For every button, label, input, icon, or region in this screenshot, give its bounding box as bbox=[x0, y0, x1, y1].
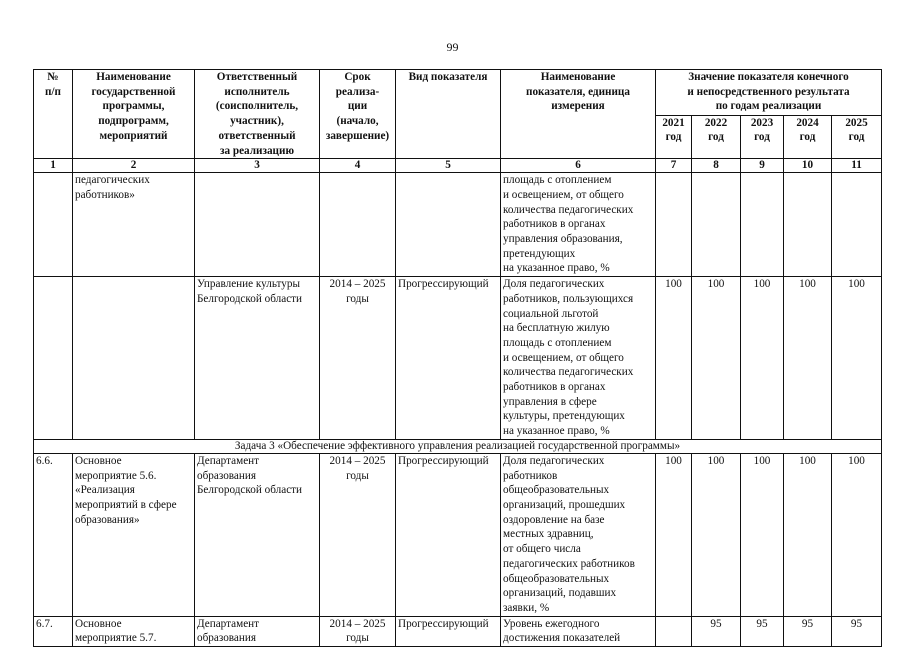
cell-value: 100 bbox=[656, 277, 692, 440]
column-number: 4 bbox=[320, 159, 396, 173]
cell-value bbox=[692, 173, 741, 277]
cell-value bbox=[784, 173, 832, 277]
column-number: 1 bbox=[34, 159, 73, 173]
cell-num: 6.7. bbox=[34, 616, 73, 646]
cell-executor: Управление культуры Белгородской области bbox=[195, 277, 320, 440]
header-year: 2023 год bbox=[741, 115, 784, 159]
table-row bbox=[34, 277, 882, 440]
cell-name bbox=[73, 277, 195, 440]
header-year: 2021 год bbox=[656, 115, 692, 159]
header-executor: Ответственный исполнитель (соисполнитель, участник), ответственный за реализацию bbox=[195, 70, 320, 159]
table-row bbox=[34, 173, 882, 277]
cell-term: 2014 – 2025 годы bbox=[320, 453, 396, 616]
cell-value: 95 bbox=[832, 616, 882, 646]
header-year: 2025 год bbox=[832, 115, 882, 159]
cell-type: Прогрессирующий bbox=[396, 616, 501, 646]
cell-name: Основное мероприятие 5.7. bbox=[73, 616, 195, 646]
cell-indicator: Уровень ежегодного достижения показателей bbox=[501, 616, 656, 646]
cell-num bbox=[34, 173, 73, 277]
cell-value bbox=[656, 173, 692, 277]
cell-type: Прогрессирующий bbox=[396, 277, 501, 440]
cell-name: педагогических работников» bbox=[73, 173, 195, 277]
program-table bbox=[33, 69, 882, 647]
header-num: № п/п bbox=[34, 70, 73, 159]
header-indicator-name: Наименование показателя, единица измерения bbox=[501, 70, 656, 159]
column-number: 8 bbox=[692, 159, 741, 173]
cell-type: Прогрессирующий bbox=[396, 453, 501, 616]
task-row bbox=[34, 439, 882, 453]
column-number: 7 bbox=[656, 159, 692, 173]
task-title: Задача 3 «Обеспечение эффективного управления реализацией государственной программы» bbox=[34, 439, 882, 453]
column-number: 9 bbox=[741, 159, 784, 173]
column-number: 6 bbox=[501, 159, 656, 173]
page-number: 99 bbox=[446, 40, 459, 54]
column-number: 5 bbox=[396, 159, 501, 173]
cell-num bbox=[34, 277, 73, 440]
cell-num: 6.6. bbox=[34, 453, 73, 616]
header-term: Срок реализа- ции (начало, завершение) bbox=[320, 70, 396, 159]
column-number: 11 bbox=[832, 159, 882, 173]
cell-value: 100 bbox=[741, 277, 784, 440]
column-numbers-row bbox=[34, 159, 882, 173]
cell-indicator: Доля педагогических работников общеобразовательных организаций, прошедших оздоровление на базе местных здравниц, от общего числа педагогических работников общеобразовательных организаций, подавших заявки, % bbox=[501, 453, 656, 616]
cell-value: 95 bbox=[692, 616, 741, 646]
cell-executor: Департамент образования Белгородской области bbox=[195, 453, 320, 616]
cell-type bbox=[396, 173, 501, 277]
cell-term: 2014 – 2025 годы bbox=[320, 616, 396, 646]
cell-indicator: Доля педагогических работников, пользующихся социальной льготой на бесплатную жилую площадь с отоплением и освещением, от общего количества педагогических работников в органах управления в сфере культуры, претендующих на указанное право, % bbox=[501, 277, 656, 440]
cell-value: 100 bbox=[656, 453, 692, 616]
table-row bbox=[34, 616, 882, 646]
cell-name: Основное мероприятие 5.6. «Реализация мероприятий в сфере образования» bbox=[73, 453, 195, 616]
cell-value: 95 bbox=[741, 616, 784, 646]
column-number: 3 bbox=[195, 159, 320, 173]
cell-value: 100 bbox=[832, 277, 882, 440]
cell-executor bbox=[195, 173, 320, 277]
cell-term bbox=[320, 173, 396, 277]
column-number: 2 bbox=[73, 159, 195, 173]
cell-executor: Департамент образования bbox=[195, 616, 320, 646]
cell-value bbox=[832, 173, 882, 277]
table-row bbox=[34, 453, 882, 616]
cell-value: 95 bbox=[784, 616, 832, 646]
cell-value bbox=[741, 173, 784, 277]
header-year: 2024 год bbox=[784, 115, 832, 159]
cell-value: 100 bbox=[784, 453, 832, 616]
column-number: 10 bbox=[784, 159, 832, 173]
cell-indicator: площадь с отоплением и освещением, от общего количества педагогических работников в органах управления образования, претендующих на указанное право, % bbox=[501, 173, 656, 277]
cell-value: 100 bbox=[692, 277, 741, 440]
header-values-group: Значение показателя конечного и непосредственного результата по годам реализации bbox=[656, 70, 882, 116]
cell-value: 100 bbox=[832, 453, 882, 616]
header-indicator-type: Вид показателя bbox=[396, 70, 501, 159]
cell-value: 100 bbox=[741, 453, 784, 616]
cell-term: 2014 – 2025 годы bbox=[320, 277, 396, 440]
header-name: Наименование государственной программы, подпрограмм, мероприятий bbox=[73, 70, 195, 159]
cell-value: 100 bbox=[692, 453, 741, 616]
cell-value: 100 bbox=[784, 277, 832, 440]
header-year: 2022 год bbox=[692, 115, 741, 159]
cell-value bbox=[656, 616, 692, 646]
